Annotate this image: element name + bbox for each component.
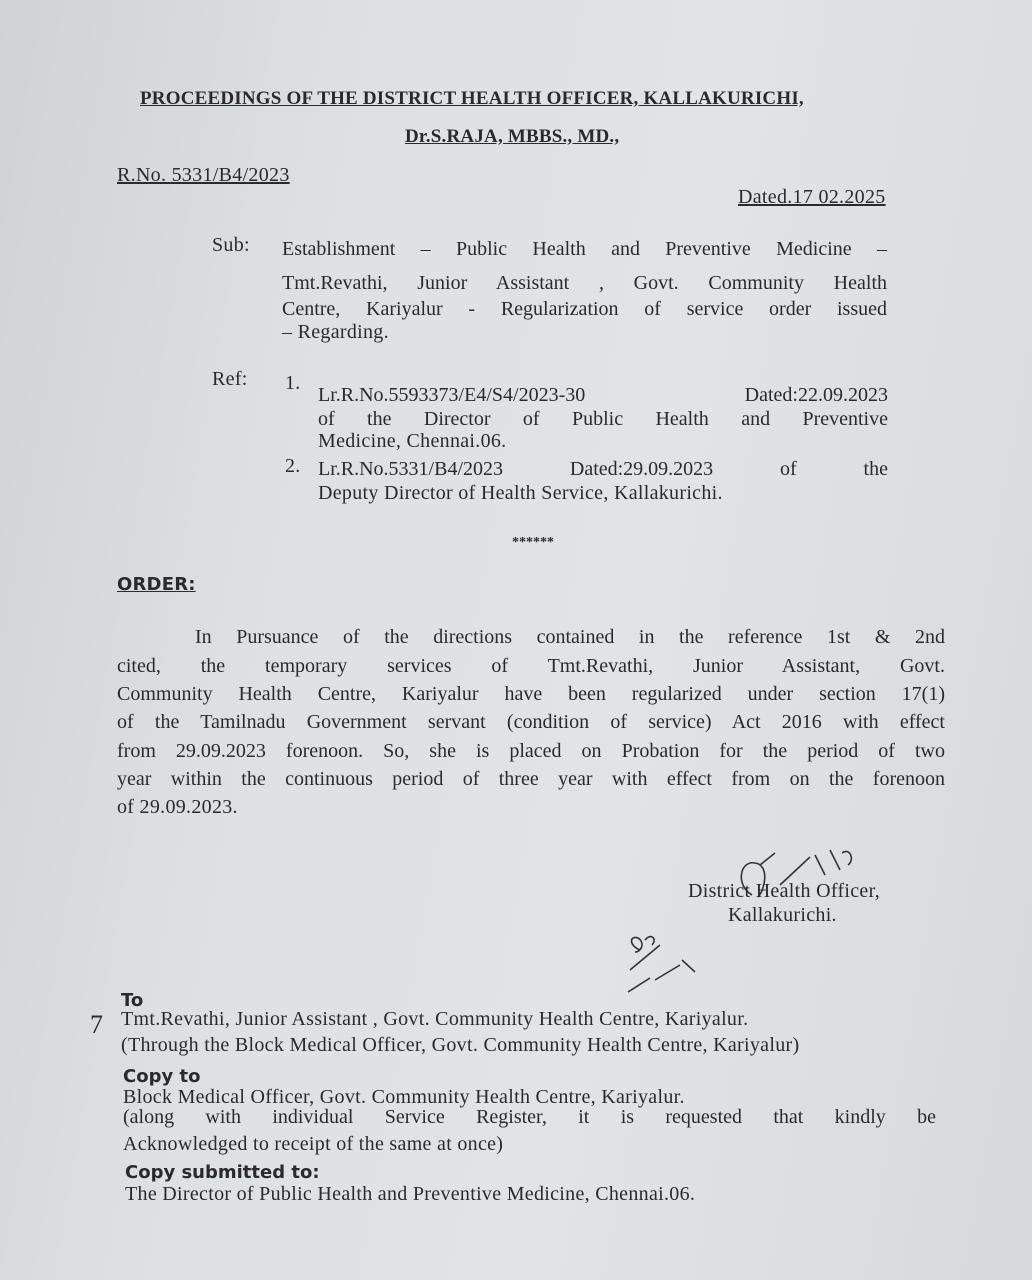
- recipient-line: Tmt.Revathi, Junior Assistant , Govt. Community Health Centre, Kariyalur.: [121, 1008, 749, 1030]
- copy-submitted-line: The Director of Public Health and Preventive Medicine, Chennai.06.: [125, 1183, 696, 1205]
- copy-to-label: Copy to: [123, 1066, 201, 1087]
- order-line: of the Tamilnadu Government servant (condition of service) Act 2016 with effect: [117, 711, 945, 733]
- ref-line: Medicine, Chennai.06.: [318, 430, 507, 452]
- order-line: In Pursuance of the directions contained in the reference 1st & 2nd: [195, 626, 945, 648]
- subject-line: Establishment – Public Health and Preventive Medicine –: [282, 238, 887, 260]
- margin-mark: 7: [90, 1010, 104, 1039]
- to-label: To: [121, 990, 144, 1011]
- officer-name: Dr.S.RAJA, MBBS., MD.,: [405, 126, 620, 147]
- ref-number: 2.: [285, 455, 301, 477]
- initials-mark: [620, 930, 710, 1000]
- order-line: Community Health Centre, Kariyalur have been regularized under section 17(1): [117, 683, 945, 705]
- ref-label: Ref:: [212, 368, 248, 390]
- order-line: from 29.09.2023 forenoon. So, she is placed on Probation for the period of two: [117, 740, 945, 762]
- copy-to-line: Acknowledged to receipt of the same at once): [123, 1133, 504, 1155]
- order-line: year within the continuous period of three year with effect from on the forenoon: [117, 768, 945, 790]
- order-date: Dated.17 02.2025: [738, 186, 886, 208]
- ref-line: of the Director of Public Health and Preventive: [318, 408, 888, 430]
- document-title: PROCEEDINGS OF THE DISTRICT HEALTH OFFICER, KALLAKURICHI,: [140, 88, 804, 109]
- ref-line: Deputy Director of Health Service, Kallakurichi.: [318, 482, 723, 504]
- order-line: of 29.09.2023.: [117, 796, 238, 818]
- signatory-designation: District Health Officer,: [688, 880, 881, 902]
- order-line: cited, the temporary services of Tmt.Revathi, Junior Assistant, Govt.: [117, 655, 945, 677]
- subject-line: – Regarding.: [282, 321, 389, 343]
- subject-line: Tmt.Revathi, Junior Assistant , Govt. Community Health: [282, 272, 887, 294]
- subject-line: Centre, Kariyalur - Regularization of service order issued: [282, 298, 887, 320]
- ref-number: 1.: [285, 372, 301, 394]
- copy-submitted-label: Copy submitted to:: [125, 1162, 320, 1183]
- copy-to-line: (along with individual Service Register, it is requested that kindly be: [123, 1106, 936, 1128]
- ref-line: Lr.R.No.5593373/E4/S4/2023-30 Dated:22.09.2023: [318, 384, 888, 406]
- reference-number: R.No. 5331/B4/2023: [117, 164, 290, 186]
- recipient-line: (Through the Block Medical Officer, Govt. Community Health Centre, Kariyalur): [121, 1034, 800, 1056]
- order-heading: ORDER:: [117, 574, 196, 595]
- separator: ******: [512, 535, 554, 550]
- subject-label: Sub:: [212, 234, 250, 256]
- signatory-place: Kallakurichi.: [728, 904, 837, 926]
- copy-to-line: Block Medical Officer, Govt. Community Health Centre, Kariyalur.: [123, 1086, 685, 1108]
- ref-line: Lr.R.No.5331/B4/2023 Dated:29.09.2023 of the: [318, 458, 888, 480]
